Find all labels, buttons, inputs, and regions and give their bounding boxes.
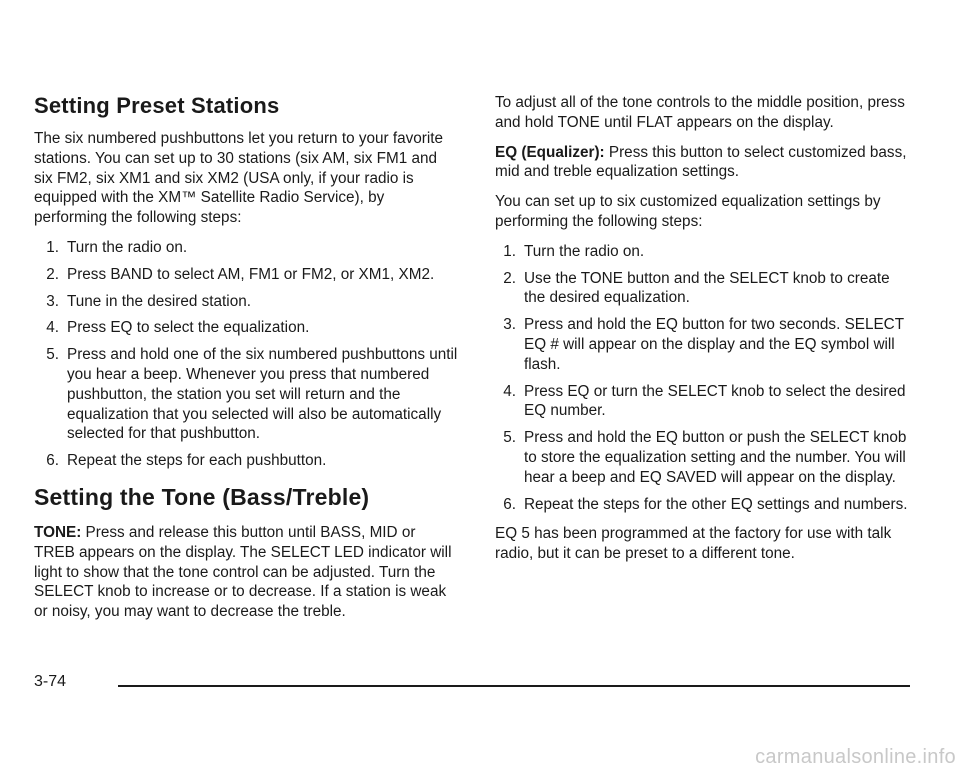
step-number: 2. — [503, 269, 516, 287]
page-footer — [34, 672, 910, 692]
list-item — [34, 451, 459, 471]
page-number: 3-74 — [34, 673, 67, 690]
preset-steps-list — [34, 238, 459, 471]
step-number: 6. — [46, 452, 59, 470]
list-item — [495, 495, 915, 515]
list-item — [495, 428, 915, 487]
eq5-paragraph: EQ 5 has been programmed at the factory for use with talk radio, but it can be preset to a different tone. — [495, 525, 892, 563]
eq-steps-list — [495, 242, 915, 515]
section-heading-preset-stations: Setting Preset Stations — [34, 93, 280, 118]
step-number: 1. — [46, 238, 59, 256]
step-number: 2. — [46, 265, 59, 283]
section-heading-tone: Setting the Tone (Bass/Treble) — [34, 483, 370, 510]
list-item — [34, 238, 459, 258]
step-text: Turn the radio on. — [67, 238, 188, 256]
step-text: Press EQ to select the equalization. — [67, 319, 310, 337]
step-number: 5. — [46, 346, 59, 364]
list-item — [495, 242, 915, 262]
eq-paragraph — [495, 143, 915, 183]
right-column — [495, 93, 915, 574]
step-text: Use the TONE button and the SELECT knob to create the desired equalization. — [524, 269, 890, 307]
tone-description: Press and release this button until BASS, MID or TREB appears on the display. The SELECT LED indicator will light to show that the tone control can be adjusted. Turn the SELECT knob to increase or to decrease. If a station is weak or noisy, you may want to decrease the treble. — [34, 523, 452, 621]
list-item — [495, 315, 915, 374]
eq-description: Press this button to select customized bass, mid and treble equalization settings. — [495, 143, 907, 181]
list-item — [34, 345, 459, 444]
step-number: 4. — [503, 382, 516, 400]
step-number: 6. — [503, 495, 516, 513]
eq-intro-paragraph: You can set up to six customized equalization settings by performing the following steps: — [495, 193, 881, 230]
step-number: 3. — [503, 316, 516, 334]
tone-term: TONE: — [34, 523, 82, 541]
step-text: Turn the radio on. — [524, 242, 645, 260]
step-number: 1. — [503, 242, 516, 260]
step-text: Press EQ or turn the SELECT knob to select the desired EQ number. — [524, 382, 906, 420]
step-text: Press and hold one of the six numbered pushbuttons until you hear a beep. Whenever you press that numbered pushbutton, the station you set will return and the equalization that you selected will also be automatically selected for that pushbutton. — [67, 346, 458, 443]
list-item — [34, 292, 459, 312]
tone-flat-paragraph: To adjust all of the tone controls to the middle position, press and hold TONE until FLAT appears on the display. — [495, 94, 905, 131]
watermark: carmanualsonline.info — [755, 746, 956, 768]
tone-paragraph — [34, 523, 459, 622]
step-text: Tune in the desired station. — [67, 292, 251, 310]
step-number: 3. — [46, 292, 59, 310]
step-text: Repeat the steps for each pushbutton. — [67, 452, 327, 470]
step-number: 5. — [503, 429, 516, 447]
step-text: Press and hold the EQ button for two seconds. SELECT EQ # will appear on the display and the EQ symbol will flash. — [524, 316, 904, 373]
list-item — [34, 318, 459, 338]
step-text: Repeat the steps for the other EQ settings and numbers. — [524, 495, 908, 513]
list-item — [495, 269, 915, 309]
step-number: 4. — [46, 319, 59, 337]
footer-rule — [118, 685, 910, 687]
list-item — [34, 265, 459, 285]
eq-term: EQ (Equalizer): — [495, 143, 605, 161]
list-item — [495, 382, 915, 422]
left-column — [34, 93, 459, 632]
step-text: Press BAND to select AM, FM1 or FM2, or XM1, XM2. — [67, 265, 435, 283]
preset-intro-paragraph: The six numbered pushbuttons let you return to your favorite stations. You can set up to 30 stations (six AM, six FM1 and six FM2, six XM1 and six XM2 (USA only, if your radio is equipped with the XM™ Satellite Radio Service), by performing the following steps: — [34, 130, 443, 227]
step-text: Press and hold the EQ button or push the SELECT knob to store the equalization setting and the number. You will hear a beep and EQ SAVED will appear on the display. — [524, 429, 907, 486]
